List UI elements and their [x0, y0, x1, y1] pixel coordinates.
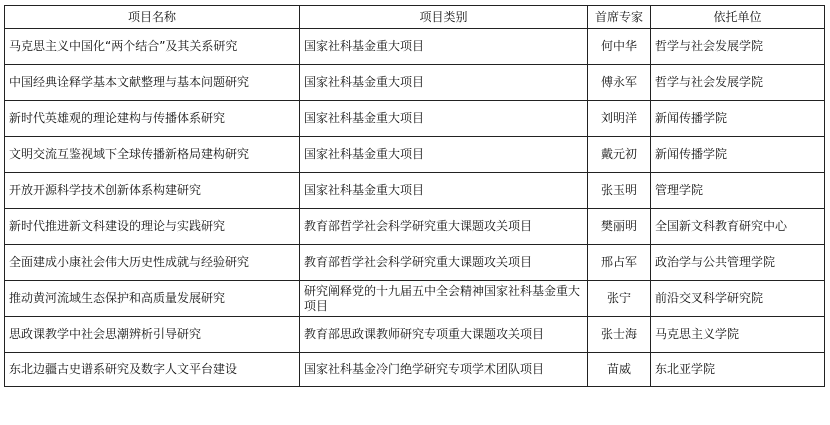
- chief-expert-cell: 刘明洋: [588, 101, 651, 137]
- project-category-cell: 教育部哲学社会科学研究重大课题攻关项目: [300, 245, 588, 281]
- project-name-cell: 推动黄河流域生态保护和高质量发展研究: [5, 281, 300, 317]
- header-project-category: 项目类别: [300, 6, 588, 29]
- project-name-cell: 思政课教学中社会思潮辨析引导研究: [5, 317, 300, 353]
- host-unit-cell: 政治学与公共管理学院: [651, 245, 825, 281]
- host-unit-cell: 哲学与社会发展学院: [651, 65, 825, 101]
- host-unit-cell: 东北亚学院: [651, 353, 825, 387]
- project-name-cell: 新时代英雄观的理论建构与传播体系研究: [5, 101, 300, 137]
- project-name-cell: 文明交流互鉴视域下全球传播新格局建构研究: [5, 137, 300, 173]
- project-name-cell: 东北边疆古史谱系研究及数字人文平台建设: [5, 353, 300, 387]
- host-unit-cell: 哲学与社会发展学院: [651, 29, 825, 65]
- project-name-cell: 中国经典诠释学基本文献整理与基本问题研究: [5, 65, 300, 101]
- project-category-cell: 教育部思政课教师研究专项重大课题攻关项目: [300, 317, 588, 353]
- chief-expert-cell: 何中华: [588, 29, 651, 65]
- chief-expert-cell: 傅永军: [588, 65, 651, 101]
- chief-expert-cell: 戴元初: [588, 137, 651, 173]
- chief-expert-cell: 张玉明: [588, 173, 651, 209]
- project-name-cell: 开放开源科学技术创新体系构建研究: [5, 173, 300, 209]
- header-project-name: 项目名称: [5, 6, 300, 29]
- project-name-cell: 马克思主义中国化“两个结合”及其关系研究: [5, 29, 300, 65]
- host-unit-cell: 马克思主义学院: [651, 317, 825, 353]
- project-category-cell: 国家社科基金重大项目: [300, 65, 588, 101]
- chief-expert-cell: 苗威: [588, 353, 651, 387]
- table-row: [5, 101, 825, 137]
- header-chief-expert: 首席专家: [588, 6, 651, 29]
- table-row: [5, 245, 825, 281]
- table-row: [5, 65, 825, 101]
- chief-expert-cell: 樊丽明: [588, 209, 651, 245]
- host-unit-cell: 新闻传播学院: [651, 101, 825, 137]
- table-row: [5, 137, 825, 173]
- project-category-cell: 国家社科基金重大项目: [300, 29, 588, 65]
- host-unit-cell: 全国新文科教育研究中心: [651, 209, 825, 245]
- projects-table-container: [4, 5, 824, 387]
- project-category-cell: 国家社科基金重大项目: [300, 101, 588, 137]
- host-unit-cell: 新闻传播学院: [651, 137, 825, 173]
- project-category-cell: 国家社科基金重大项目: [300, 137, 588, 173]
- project-category-cell: 研究阐释党的十九届五中全会精神国家社科基金重大项目: [300, 281, 588, 317]
- table-header-row: [5, 6, 825, 29]
- chief-expert-cell: 邢占军: [588, 245, 651, 281]
- project-category-cell: 国家社科基金重大项目: [300, 173, 588, 209]
- table-row: [5, 209, 825, 245]
- header-host-unit: 依托单位: [651, 6, 825, 29]
- project-category-cell: 国家社科基金冷门绝学研究专项学术团队项目: [300, 353, 588, 387]
- project-category-cell: 教育部哲学社会科学研究重大课题攻关项目: [300, 209, 588, 245]
- table-row: [5, 317, 825, 353]
- host-unit-cell: 前沿交叉科学研究院: [651, 281, 825, 317]
- table-row: [5, 281, 825, 317]
- project-name-cell: 新时代推进新文科建设的理论与实践研究: [5, 209, 300, 245]
- chief-expert-cell: 张宁: [588, 281, 651, 317]
- table-row: [5, 353, 825, 387]
- chief-expert-cell: 张士海: [588, 317, 651, 353]
- table-row: [5, 29, 825, 65]
- table-row: [5, 173, 825, 209]
- host-unit-cell: 管理学院: [651, 173, 825, 209]
- project-name-cell: 全面建成小康社会伟大历史性成就与经验研究: [5, 245, 300, 281]
- projects-table: [4, 5, 825, 387]
